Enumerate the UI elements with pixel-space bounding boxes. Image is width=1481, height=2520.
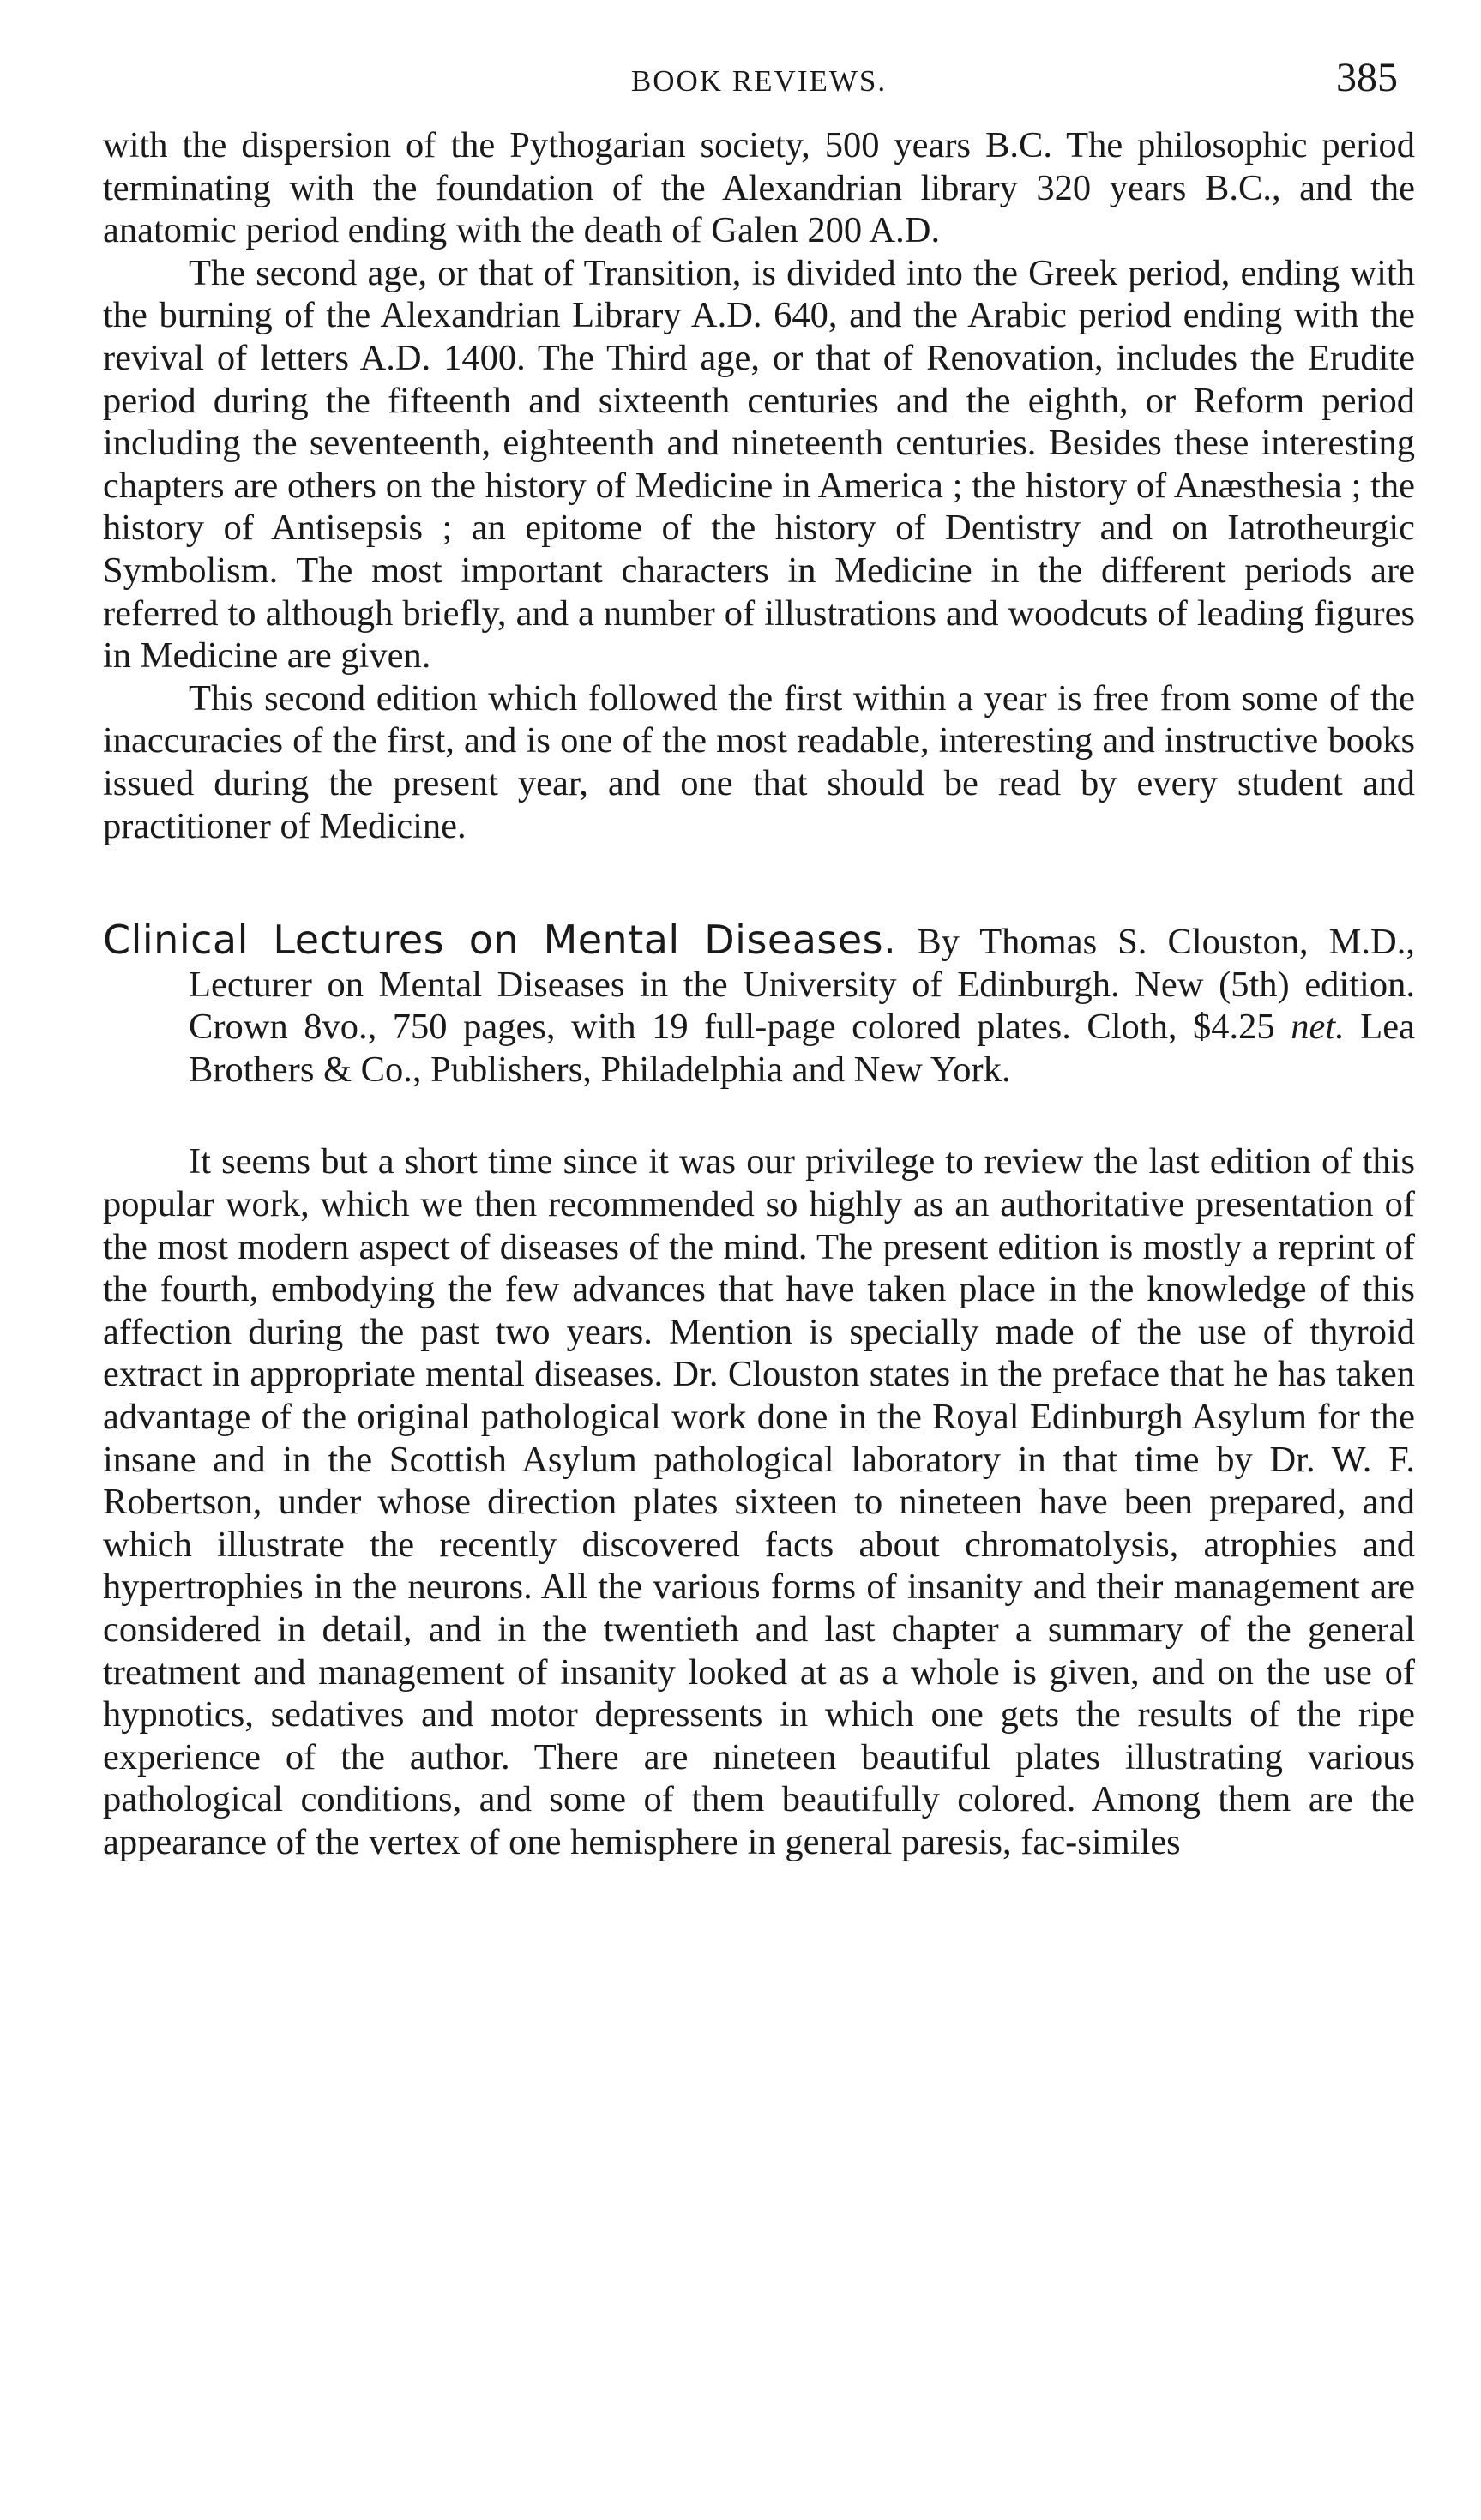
review-title: Clinical Lectures on Mental Diseases. [103, 917, 897, 964]
running-head [103, 47, 1415, 124]
paragraph-second-edition: This second edition which followed the first within a year is free from some of the inaccuracies of the first, and is one of the most readable, interesting and instructive books issued during the present year, and one that should be read by every student and practitioner of Medicine. [103, 677, 1415, 846]
running-title: BOOK REVIEWS. [630, 64, 888, 98]
book-page [103, 47, 1415, 1864]
first-review-continuation [103, 124, 1415, 847]
publisher: Lea Brothers & Co., Publishers, Philadelphia and New York. [189, 1007, 1415, 1090]
paragraph-continued: with the dispersion of the Pythogarian society, 500 years B.C. The philosophic period terminating with the foundation of the Alexandrian library 320 years B.C., and the anatomic period ending with the death of Galen 200 A.D. [103, 125, 1415, 251]
review-body: It seems but a short time since it was our privilege to review the last edition of this popular work, which we then recommended so highly as an authoritative presentation of the most modern aspect of diseases of the mind. The present edition is mostly a reprint of the fourth, embodying the few advances that have taken place in the knowledge of this affection during the past two years. Mention is specially made of the use of thyroid extract in appropriate mental diseases. Dr. Clouston states in the preface that he has taken advantage of the original pathological work done in the Royal Edinburgh Asylum for the insane and in the Scottish Asylum pathological laboratory in that time by Dr. W. F. Robertson, under whose direction plates sixteen to nineteen have been prepared, and which illustrate the recently discovered facts about chromatolysis, atrophies and hypertrophies in the neurons. All the various forms of insanity and their management are considered in detail, and in the twentieth and last chapter a summary of the general treatment and management of insanity looked at as a whole is given, and on the use of hypnotics, sedatives and motor depressents in which one gets the results of the ripe experience of the author. There are nineteen beautiful plates illustrating various pathological conditions, and some of them beautifully colored. Among them are the appearance of the vertex of one hemisphere in general paresis, fac-similes [103, 1141, 1415, 1862]
price-net: net. [1291, 1007, 1345, 1048]
review-byline-text: By Thomas S. Clouston, M.D., Lecturer on Mental Diseases in the University of Edinburgh. New (5th) edition. Crown 8vo., 750 pages, with 19 full-page colored plates. Cloth, $4.25 [189, 922, 1416, 1048]
page-number: 385 [1336, 55, 1398, 100]
paragraph-second-age: The second age, or that of Transition, is divided into the Greek period, ending with the burning of the Alexandrian Library A.D. 640, and the Arabic period ending with the revival of letters A.D. 1400. The Third age, or that of Renovation, includes the Erudite period during the fifteenth and sixteenth centuries and the eighth, or Reform period including the seventeenth, eighteenth and nineteenth centuries. Besides these interesting chapters are others on the history of Medicine in America ; the history of Anæsthesia ; the history of Antisepsis ; an epitome of the history of Dentistry and on Iatrotheurgic Symbolism. The most important characters in Medicine in the different periods are referred to although briefly, and a number of illustrations and woodcuts of leading figures in Medicine are given. [103, 252, 1415, 677]
review-heading [103, 919, 1415, 1091]
